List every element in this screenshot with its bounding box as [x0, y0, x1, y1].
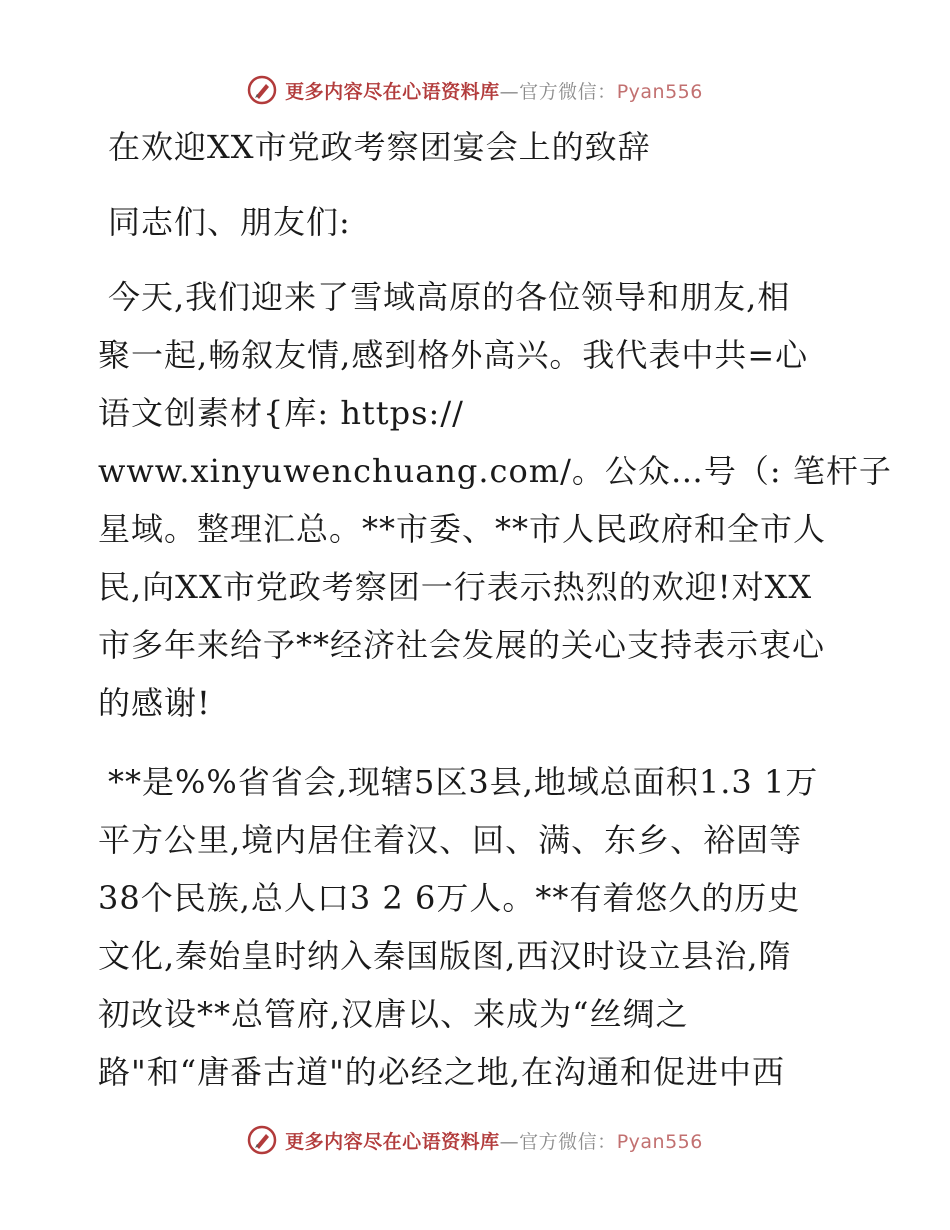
pen-logo-icon [247, 1125, 277, 1155]
paragraph-line: 今天,我们迎来了雪域高原的各位领导和朋友,相 [108, 278, 791, 316]
paragraph-line: 的感谢! [98, 684, 211, 722]
paragraph-line: 民,向XX市党政考察团一行表示热烈的欢迎!对XX [98, 568, 813, 606]
paragraph-line: 市多年来给予**经济社会发展的关心支持表示衷心 [98, 626, 826, 664]
pen-logo-icon [247, 75, 277, 105]
paragraph-line: 语文创素材{库: https:// [98, 394, 464, 432]
header-account: Pyan556 [616, 80, 703, 103]
header-wechat-label: 官方微信： [519, 80, 617, 103]
header-separator: — [499, 80, 520, 103]
paragraph-line: 路"和“唐番古道"的必经之地,在沟通和促进中西 [98, 1053, 785, 1091]
header-banner [0, 70, 950, 110]
paragraph-line: 38个民族,总人口3 2 6万人。**有着悠久的历史 [98, 879, 801, 917]
footer-banner [0, 1120, 950, 1160]
paragraph-line: 平方公里,境内居住着汉、回、满、东乡、裕固等 [98, 821, 803, 859]
header-banner-text [285, 77, 703, 104]
footer-account: Pyan556 [616, 1130, 703, 1153]
footer-banner-text [285, 1127, 703, 1154]
footer-brand: 更多内容尽在心语资料库 [285, 1130, 500, 1153]
document-title: 在欢迎XX市党政考察团宴会上的致辞 [108, 128, 651, 166]
paragraph-line: www.xinyuwenchuang.com/。公众…号（: 笔杆子 [98, 452, 892, 490]
salutation: 同志们、朋友们: [108, 203, 351, 241]
paragraph-line: 星域。整理汇总。**市委、**市人民政府和全市人 [98, 510, 827, 548]
header-brand: 更多内容尽在心语资料库 [285, 80, 500, 103]
paragraph-line: **是%%省省会,现辖5区3县,地域总面积1.3 1万 [108, 763, 819, 801]
paragraph-line: 初改设**总管府,汉唐以、来成为“丝绸之 [98, 995, 689, 1033]
footer-wechat-label: 官方微信： [519, 1130, 617, 1153]
footer-separator: — [499, 1130, 520, 1153]
paragraph-line: 聚一起,畅叙友情,感到格外高兴。我代表中共=心 [98, 336, 809, 374]
paragraph-line: 文化,秦始皇时纳入秦国版图,西汉时设立县治,隋 [98, 937, 792, 975]
